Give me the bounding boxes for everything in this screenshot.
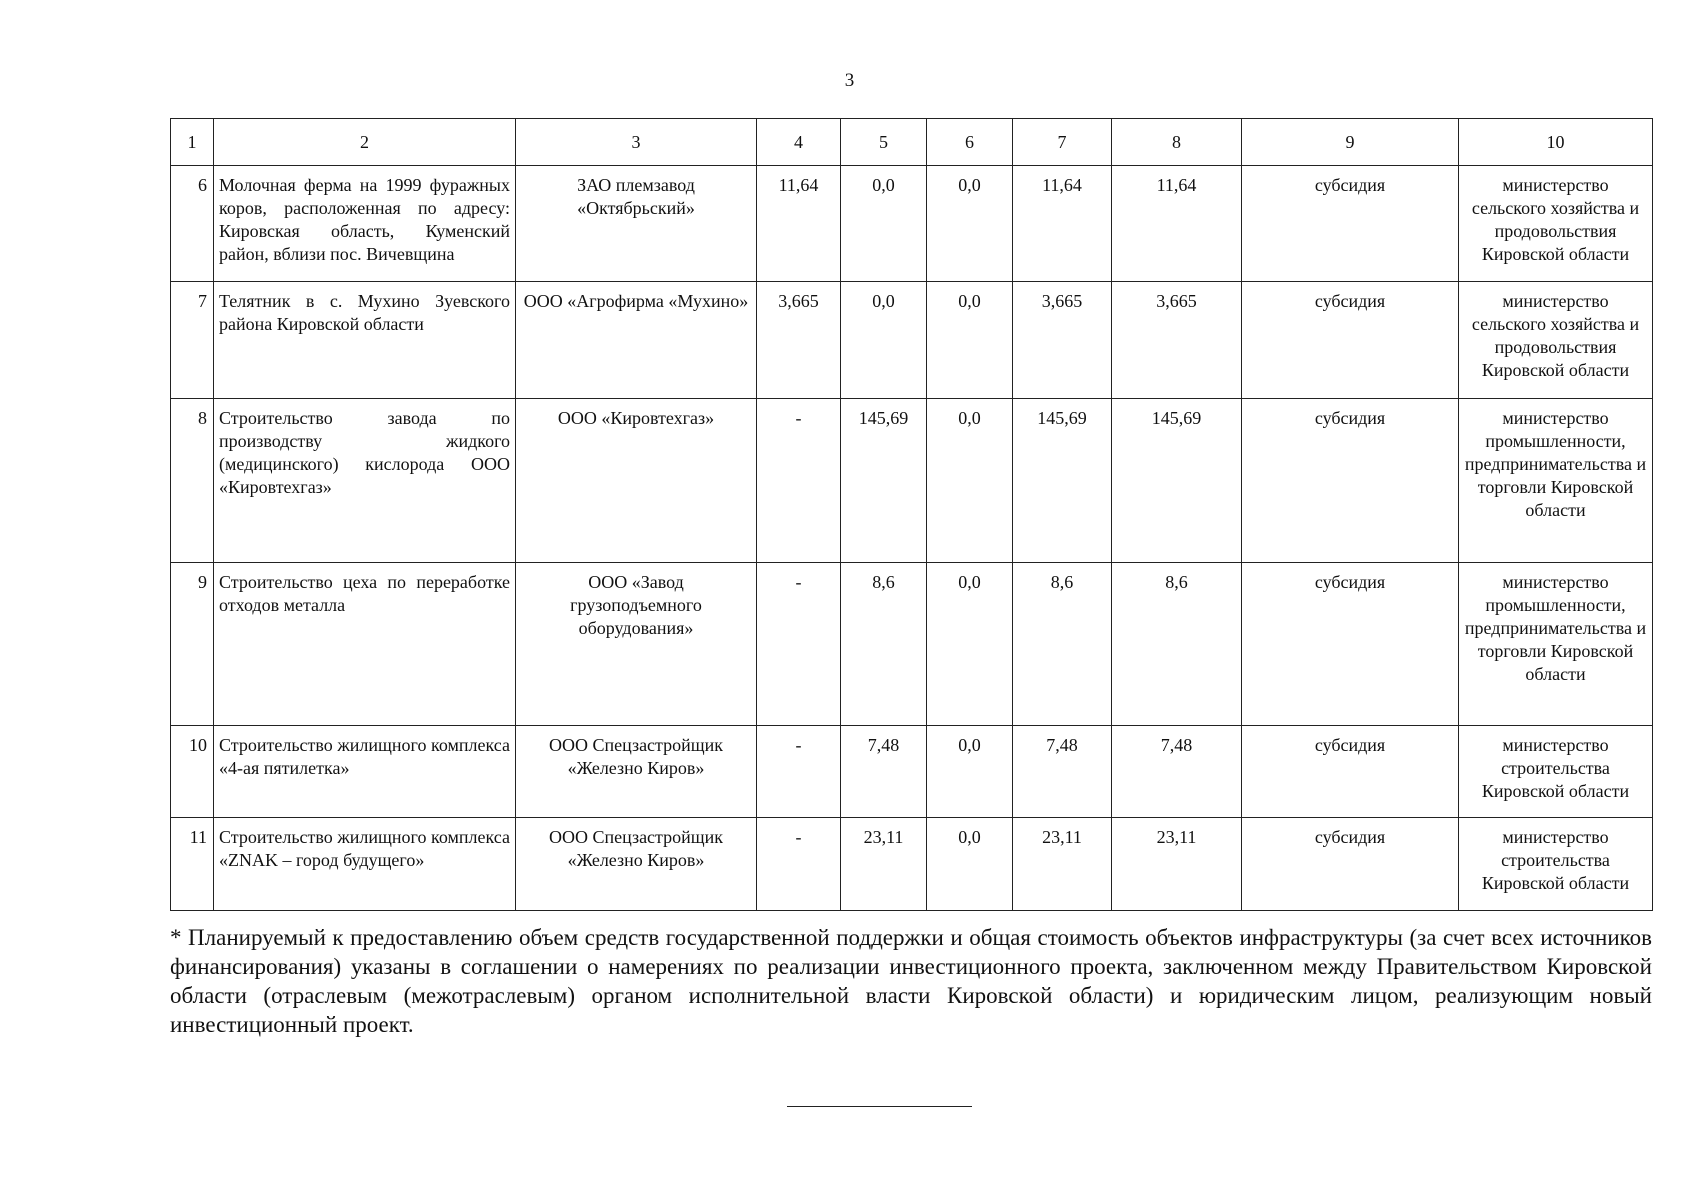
value-col6: 0,0 — [927, 166, 1013, 282]
company-name: ООО «Завод грузоподъемного оборудования» — [516, 563, 757, 726]
ministry: министерство промышленности, предпринимательства и торговли Кировской области — [1459, 563, 1653, 726]
value-col8: 7,48 — [1112, 726, 1242, 818]
value-col7: 7,48 — [1013, 726, 1112, 818]
row-number: 8 — [171, 399, 214, 563]
row-number: 10 — [171, 726, 214, 818]
value-col6: 0,0 — [927, 399, 1013, 563]
ministry: министерство сельского хозяйства и продовольствия Кировской области — [1459, 166, 1653, 282]
header-cell: 3 — [516, 119, 757, 166]
closing-rule — [787, 1106, 972, 1107]
company-name: ООО Спецзастройщик «Железно Киров» — [516, 818, 757, 911]
table-row — [171, 818, 1653, 911]
value-col6: 0,0 — [927, 818, 1013, 911]
header-cell: 5 — [841, 119, 927, 166]
header-cell: 4 — [757, 119, 841, 166]
ministry: министерство промышленности, предпринимательства и торговли Кировской области — [1459, 399, 1653, 563]
table-row — [171, 166, 1653, 282]
support-type: субсидия — [1242, 563, 1459, 726]
value-col7: 145,69 — [1013, 399, 1112, 563]
table-header-row — [171, 119, 1653, 166]
ministry: министерство сельского хозяйства и продовольствия Кировской области — [1459, 282, 1653, 399]
row-number: 11 — [171, 818, 214, 911]
header-cell: 6 — [927, 119, 1013, 166]
object-name: Молочная ферма на 1999 фуражных коров, расположенная по адресу: Кировская область, Куменский район, вблизи пос. Вичевщина — [214, 166, 516, 282]
value-col8: 3,665 — [1112, 282, 1242, 399]
value-col4: - — [757, 818, 841, 911]
value-col5: 145,69 — [841, 399, 927, 563]
header-cell: 10 — [1459, 119, 1653, 166]
table-row — [171, 563, 1653, 726]
support-type: субсидия — [1242, 726, 1459, 818]
table-row — [171, 726, 1653, 818]
support-type: субсидия — [1242, 166, 1459, 282]
value-col7: 11,64 — [1013, 166, 1112, 282]
ministry: министерство строительства Кировской области — [1459, 726, 1653, 818]
company-name: ЗАО племзавод «Октябрьский» — [516, 166, 757, 282]
support-type: субсидия — [1242, 818, 1459, 911]
object-name: Строительство жилищного комплекса «4-ая пятилетка» — [214, 726, 516, 818]
object-name: Строительство завода по производству жидкого (медицинского) кислорода ООО «Кировтехгаз» — [214, 399, 516, 563]
value-col5: 0,0 — [841, 166, 927, 282]
header-cell: 8 — [1112, 119, 1242, 166]
header-cell: 1 — [171, 119, 214, 166]
header-cell: 9 — [1242, 119, 1459, 166]
value-col4: - — [757, 399, 841, 563]
object-name: Телятник в с. Мухино Зуевского района Кировской области — [214, 282, 516, 399]
ministry: министерство строительства Кировской области — [1459, 818, 1653, 911]
value-col6: 0,0 — [927, 282, 1013, 399]
value-col5: 23,11 — [841, 818, 927, 911]
row-number: 9 — [171, 563, 214, 726]
header-cell: 2 — [214, 119, 516, 166]
page-number: 3 — [844, 70, 855, 91]
value-col7: 23,11 — [1013, 818, 1112, 911]
row-number: 7 — [171, 282, 214, 399]
value-col8: 11,64 — [1112, 166, 1242, 282]
investment-projects-table — [170, 118, 1653, 911]
value-col5: 7,48 — [841, 726, 927, 818]
value-col5: 0,0 — [841, 282, 927, 399]
company-name: ООО «Агрофирма «Мухино» — [516, 282, 757, 399]
value-col7: 3,665 — [1013, 282, 1112, 399]
value-col6: 0,0 — [927, 726, 1013, 818]
value-col8: 8,6 — [1112, 563, 1242, 726]
value-col6: 0,0 — [927, 563, 1013, 726]
value-col8: 23,11 — [1112, 818, 1242, 911]
value-col4: - — [757, 563, 841, 726]
value-col4: - — [757, 726, 841, 818]
table-row — [171, 399, 1653, 563]
object-name: Строительство цеха по переработке отходов металла — [214, 563, 516, 726]
row-number: 6 — [171, 166, 214, 282]
value-col4: 11,64 — [757, 166, 841, 282]
company-name: ООО «Кировтехгаз» — [516, 399, 757, 563]
footnote: * Планируемый к предоставлению объем средств государственной поддержки и общая стоимость объектов инфраструктуры (за счет всех источников финансирования) указаны в соглашении о намерениях по реализации инвестиционного проекта, заключенном между Правительством Кировской области (отраслевым (межотраслевым) органом исполнительной власти Кировской области) и юридическим лицом, реализующим новый инвестиционный проект. — [170, 925, 1652, 1037]
table-row — [171, 282, 1653, 399]
value-col5: 8,6 — [841, 563, 927, 726]
value-col4: 3,665 — [757, 282, 841, 399]
value-col7: 8,6 — [1013, 563, 1112, 726]
object-name: Строительство жилищного комплекса «ZNAK – город будущего» — [214, 818, 516, 911]
company-name: ООО Спецзастройщик «Железно Киров» — [516, 726, 757, 818]
header-cell: 7 — [1013, 119, 1112, 166]
value-col8: 145,69 — [1112, 399, 1242, 563]
support-type: субсидия — [1242, 282, 1459, 399]
support-type: субсидия — [1242, 399, 1459, 563]
